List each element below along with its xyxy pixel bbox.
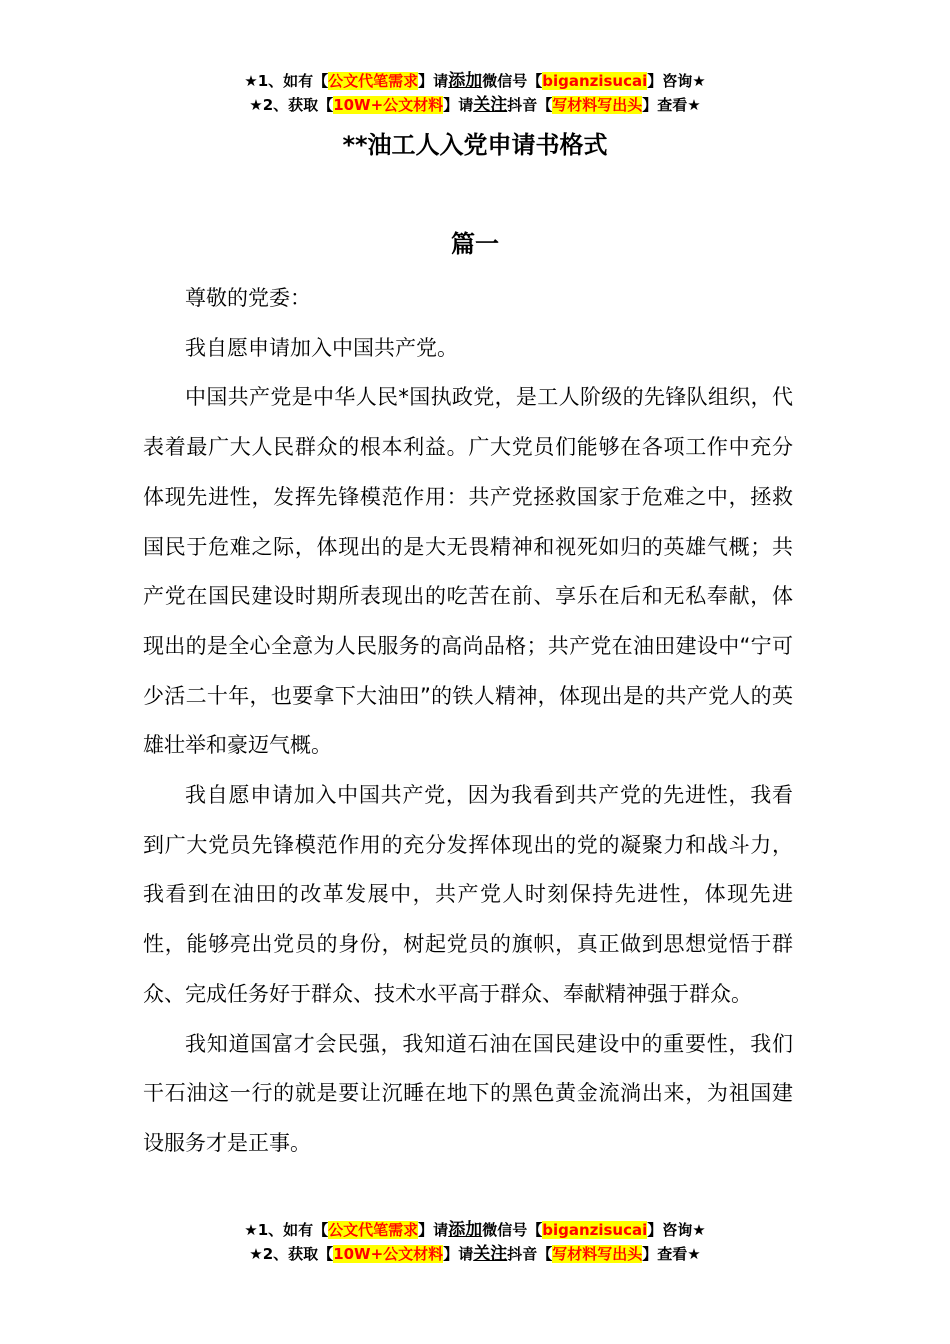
banner-line-2: ★2、获取【10W+公文材料】请关注抖音【写材料写出头】查看★ bbox=[249, 95, 701, 115]
document-title: **油工人入党申请书格式 bbox=[342, 131, 608, 159]
highlight-service: 公文代笔需求 bbox=[328, 1221, 419, 1239]
highlight-wechat-id: biganzisucai bbox=[542, 1221, 648, 1239]
paragraph: 我知道国富才会民强，我知道石油在国民建设中的重要性，我们干石油这一行的就是要让沉睡在地下的黑色黄金流淌出来，为祖国建设服务才是正事。 bbox=[143, 1031, 793, 1155]
salutation: 尊敬的党委： bbox=[185, 286, 311, 310]
highlight-materials: 10W+公文材料 bbox=[333, 1245, 444, 1263]
highlight-douyin-id: 写材料写出头 bbox=[552, 96, 643, 114]
bottom-banner bbox=[0, 1218, 950, 1266]
highlight-service: 公文代笔需求 bbox=[328, 72, 419, 90]
section-title: 篇一 bbox=[451, 230, 499, 258]
paragraph: 我自愿申请加入中国共产党。 bbox=[185, 335, 458, 360]
highlight-douyin-id: 写材料写出头 bbox=[552, 1245, 643, 1263]
highlight-wechat-id: biganzisucai bbox=[542, 72, 648, 90]
banner-line-1: ★1、如有【公文代笔需求】请添加微信号【biganzisucai】咨询★ bbox=[244, 1220, 706, 1240]
highlight-materials: 10W+公文材料 bbox=[333, 96, 444, 114]
paragraph: 我自愿申请加入中国共产党，因为我看到共产党的先进性，我看到广大党员先锋模范作用的充分发挥体现出的党的凝聚力和战斗力，我看到在油田的改革发展中，共产党人时刻保持先进性，体现先进性，能够亮出党员的身份，树起党员的旗帜，真正做到思想觉悟于群众、完成任务好于群众、技术水平高于群众、奉献精神强于群众。 bbox=[143, 783, 793, 1006]
banner-line-1: ★1、如有【公文代笔需求】请添加微信号【biganzisucai】咨询★ bbox=[244, 71, 706, 91]
paragraph: 中国共产党是中华人民*国执政党，是工人阶级的先锋队组织，代表着最广大人民群众的根本利益。广大党员们能够在各项工作中充分体现先进性，发挥先锋模范作用：共产党拯救国家于危难之中，拯救国民于危难之际，体现出的是大无畏精神和视死如归的英雄气概；共产党在国民建设时期所表现出的吃苦在前、享乐在后和无私奉献，体现出的是全心全意为人民服务的高尚品格；共产党在油田建设中“宁可少活二十年，也要拿下大油田”的铁人精神，体现出是的共产党人的英雄壮举和豪迈气概。 bbox=[143, 385, 793, 758]
document-body bbox=[143, 274, 793, 1169]
banner-line-2: ★2、获取【10W+公文材料】请关注抖音【写材料写出头】查看★ bbox=[249, 1244, 701, 1264]
top-banner bbox=[0, 69, 950, 117]
